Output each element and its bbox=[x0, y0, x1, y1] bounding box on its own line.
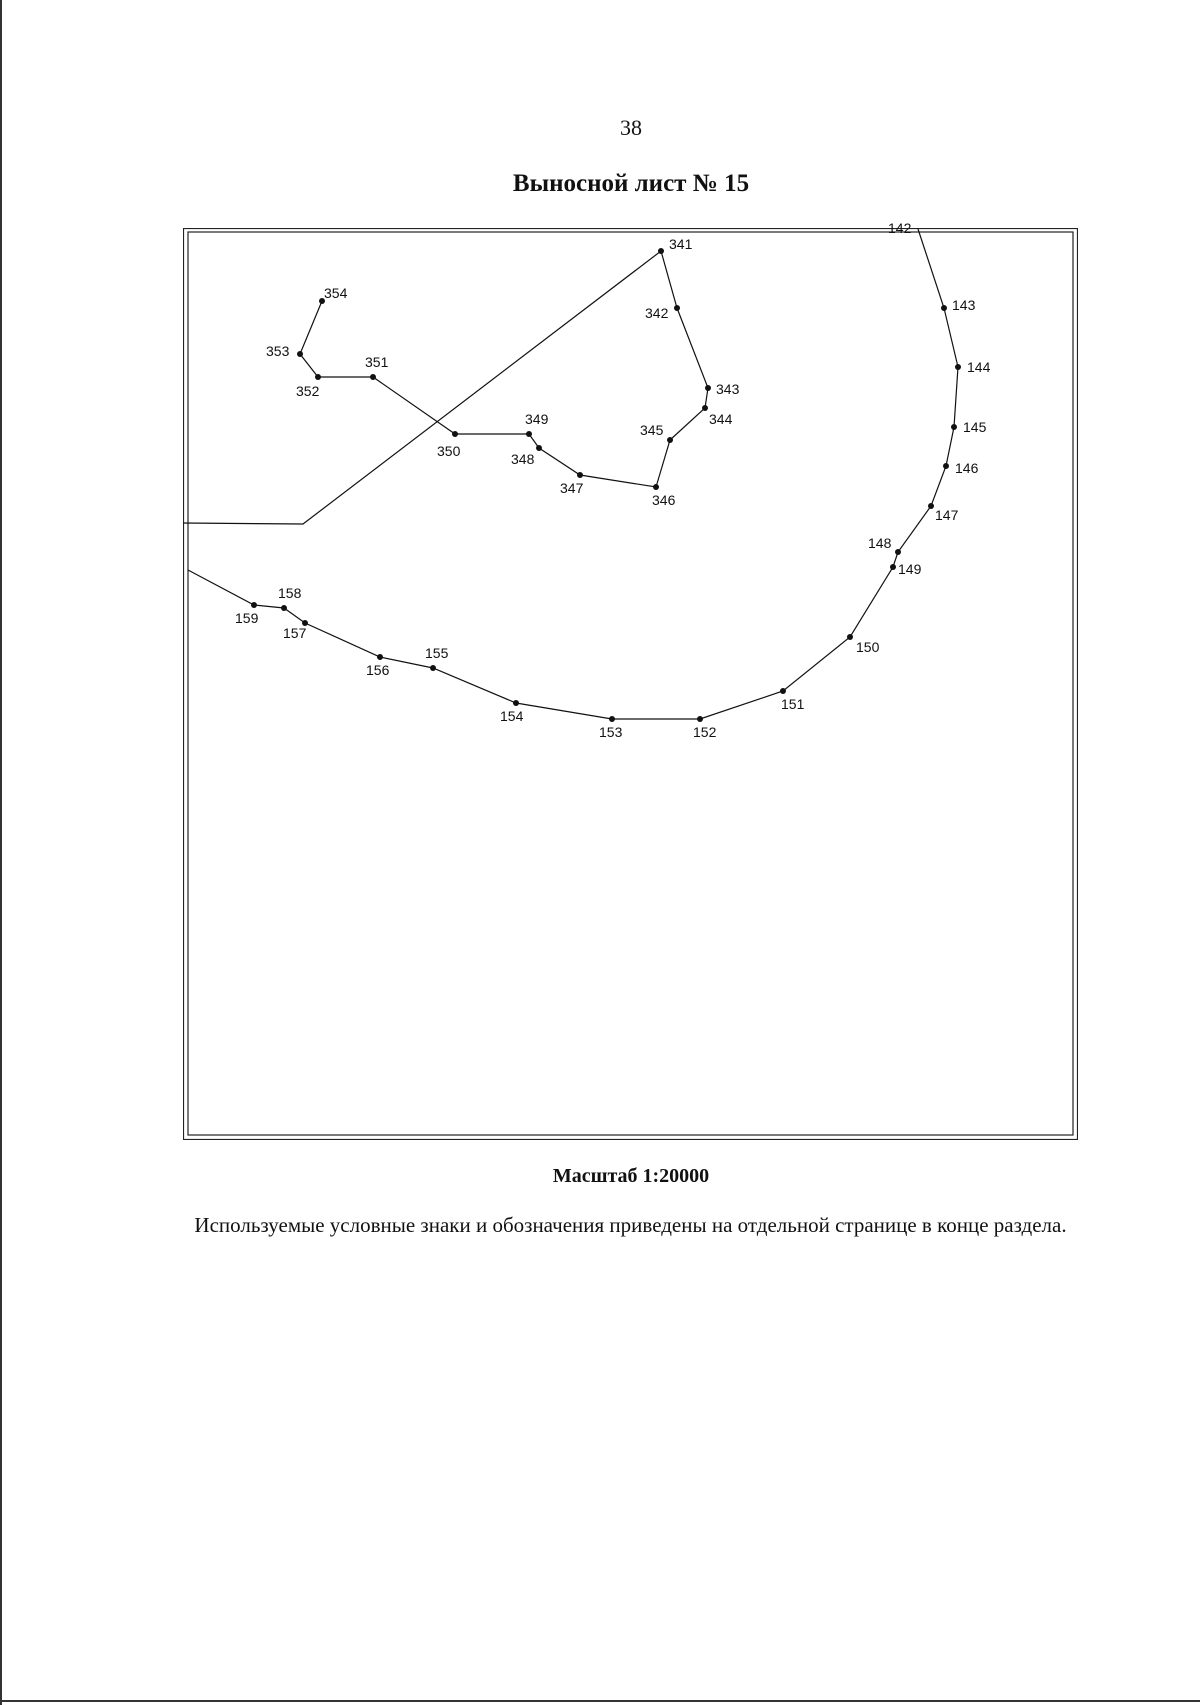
point-151-label: 151 bbox=[781, 696, 805, 712]
scan-bottom-edge bbox=[0, 1700, 1200, 1702]
sheet-title: Выносной лист № 15 bbox=[512, 170, 750, 197]
point-146-label: 146 bbox=[955, 460, 979, 476]
point-148-label: 148 bbox=[868, 535, 892, 551]
point-142-label: 142 bbox=[888, 220, 912, 236]
map-scale: Масштаб 1:20000 bbox=[552, 1165, 710, 1187]
point-343-label: 343 bbox=[716, 381, 740, 397]
point-346-label: 346 bbox=[652, 492, 676, 508]
point-344-label: 344 bbox=[709, 411, 733, 427]
point-150-label: 150 bbox=[856, 639, 880, 655]
point-349-label: 349 bbox=[525, 411, 549, 427]
page-number: 38 bbox=[620, 115, 642, 140]
scan-left-edge bbox=[0, 0, 2, 1705]
point-143-label: 143 bbox=[952, 297, 976, 313]
point-350-label: 350 bbox=[437, 443, 461, 459]
point-342-label: 342 bbox=[645, 305, 669, 321]
point-354-label: 354 bbox=[324, 285, 348, 301]
point-353-label: 353 bbox=[266, 343, 290, 359]
point-158-label: 158 bbox=[278, 585, 302, 601]
point-152-label: 152 bbox=[693, 724, 717, 740]
map-frame bbox=[183, 220, 1078, 1140]
point-156-label: 156 bbox=[366, 662, 390, 678]
legend-note: Используемые условные знаки и обозначения приведены на отдельной странице в конце раздела. bbox=[194, 1213, 1067, 1237]
point-347-label: 347 bbox=[560, 480, 584, 496]
point-351-label: 351 bbox=[365, 354, 389, 370]
point-145-label: 145 bbox=[963, 419, 987, 435]
point-341-label: 341 bbox=[669, 236, 693, 252]
point-154-label: 154 bbox=[500, 708, 524, 724]
point-144-label: 144 bbox=[967, 359, 991, 375]
point-155-label: 155 bbox=[425, 645, 449, 661]
point-348-label: 348 bbox=[511, 451, 535, 467]
point-149-label: 149 bbox=[898, 561, 922, 577]
point-153-label: 153 bbox=[599, 724, 623, 740]
point-345-label: 345 bbox=[640, 422, 664, 438]
point-147-label: 147 bbox=[935, 507, 959, 523]
labels-layer bbox=[183, 220, 1078, 1140]
point-159-label: 159 bbox=[235, 610, 259, 626]
point-352-label: 352 bbox=[296, 383, 320, 399]
point-157-label: 157 bbox=[283, 625, 307, 641]
